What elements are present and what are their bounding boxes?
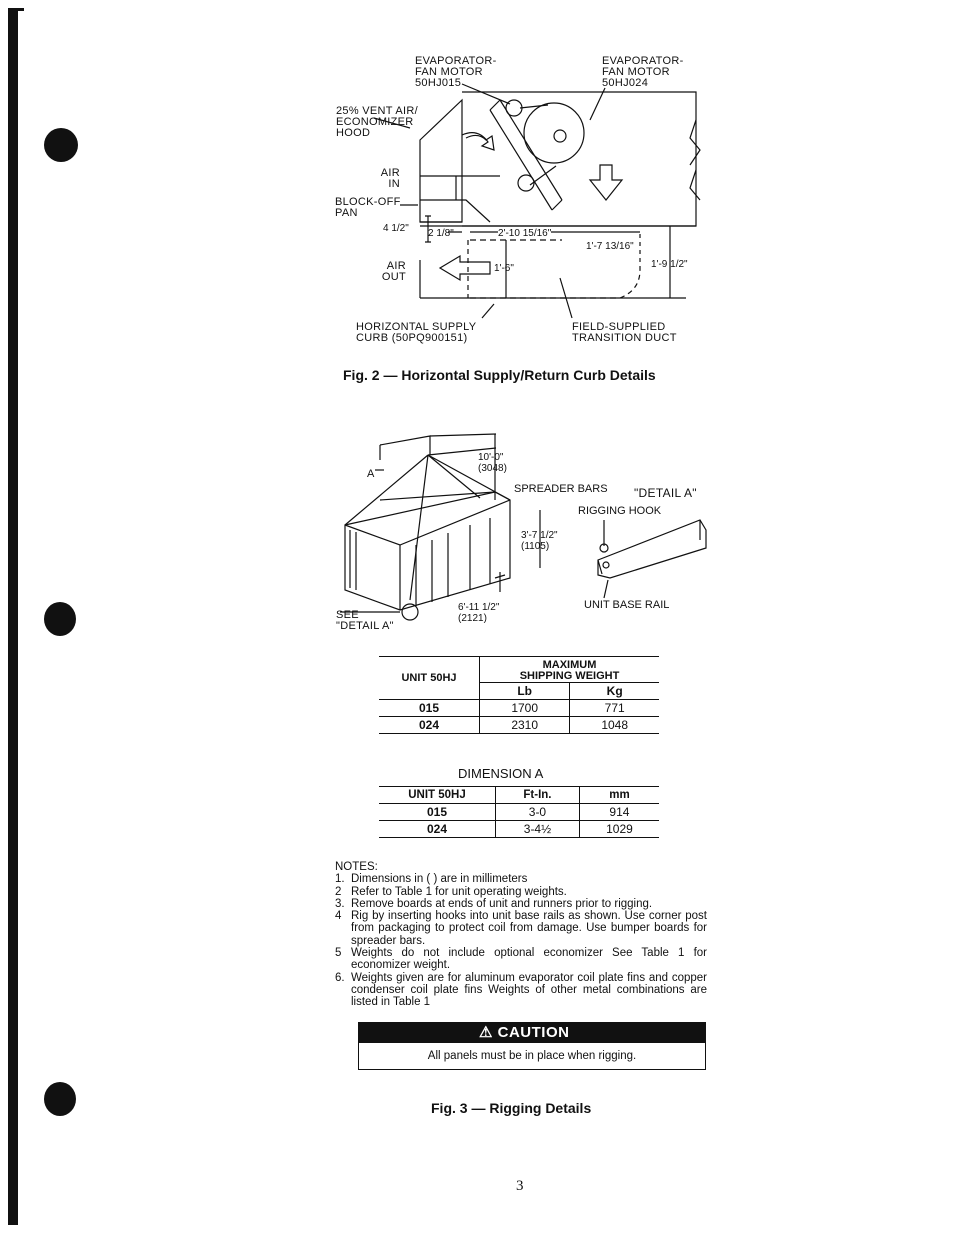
label-economizer-hood: 25% VENT AIR/ ECONOMIZER HOOD: [336, 105, 418, 139]
note-number: 1.: [335, 873, 345, 886]
label-block-off-pan: BLOCK-OFF PAN: [335, 196, 401, 219]
col-mm: mm: [579, 787, 659, 804]
fig2-caption: Fig. 2 — Horizontal Supply/Return Curb Details: [343, 367, 656, 383]
label-spreader-bars: SPREADER BARS: [514, 483, 608, 495]
table-row: [379, 717, 659, 734]
list-item: [335, 947, 707, 972]
punch-hole-2: [44, 602, 76, 636]
table-row: [379, 804, 659, 821]
punch-hole-3: [44, 1082, 76, 1116]
binding-bar: [8, 8, 18, 1225]
list-item: [335, 898, 707, 910]
dim-2-1-8: 2 1/8": [428, 228, 454, 239]
cell-mm: 914: [579, 804, 659, 821]
note-number: 6.: [335, 971, 345, 984]
label-see-detail-a: SEE "DETAIL A": [336, 609, 394, 632]
dim-3-7-1-2: 3'-7 1/2" (1105): [521, 530, 558, 552]
dim-4-1-2: 4 1/2": [383, 223, 409, 234]
label-fan-motor-015: EVAPORATOR- FAN MOTOR 50HJ015: [415, 55, 497, 89]
note-number: 4: [335, 910, 342, 923]
cell-unit: 015: [379, 804, 496, 821]
label-horizontal-supply-curb: HORIZONTAL SUPPLY CURB (50PQ900151): [356, 321, 477, 344]
caution-text: All panels must be in place when rigging.: [427, 1050, 637, 1062]
dimension-a-table: [379, 786, 659, 838]
notes: [335, 861, 707, 1009]
binding-tick: [8, 8, 24, 11]
caution-header: [359, 1023, 705, 1043]
fig3-caption: Fig. 3 — Rigging Details: [431, 1100, 592, 1116]
cell-mm: 1029: [606, 822, 633, 836]
dim-1-6: 1'-6": [494, 263, 514, 274]
note-number: 5: [335, 947, 342, 960]
list-item: [335, 873, 707, 885]
dim-1-9-1-2: 1'-9 1/2": [651, 259, 688, 270]
table-row: [379, 700, 659, 717]
cell-unit: 015: [379, 700, 480, 717]
punch-hole-1: [44, 128, 78, 162]
note-text: Refer to Table 1 for unit operating weights.: [351, 885, 567, 898]
cell-ft-in: 3-4½: [496, 821, 580, 838]
shipping-weight-table: [379, 656, 659, 734]
cell-kg: 771: [570, 700, 659, 717]
note-text: Weights do not include optional economizer See Table 1 for economizer weight.: [351, 947, 707, 972]
cell-lb: 2310: [480, 717, 570, 734]
note-text: Remove boards at ends of unit and runners prior to rigging.: [351, 897, 653, 910]
caution-title: CAUTION: [497, 1024, 570, 1041]
note-text: Weights given are for aluminum evaporator coil plate fins and copper condenser coil plate fins Weights of other metal combinations are listed in Table 1: [351, 971, 707, 1009]
label-air-in: AIR IN: [380, 167, 400, 190]
table-row: [379, 821, 659, 838]
label-fan-motor-024: EVAPORATOR- FAN MOTOR 50HJ024: [602, 55, 684, 89]
label-air-out: AIR OUT: [381, 260, 406, 283]
col-kg: Kg: [570, 683, 659, 700]
caution-box: [358, 1022, 706, 1070]
dimension-a-title: DIMENSION A: [458, 766, 544, 781]
label-detail-a-title: "DETAIL A": [634, 486, 697, 500]
cell-unit: 024: [379, 821, 496, 838]
note-text: Rig by inserting hooks into unit base rails as shown. Use corner post from packaging to protect coil from damage. Use bumper boards for spreader bars.: [351, 910, 707, 947]
dim-10-0: 10'-0" (3048): [478, 452, 507, 474]
note-number: 2: [335, 885, 342, 898]
col-unit: UNIT 50HJ: [379, 787, 496, 804]
cell-kg: 1048: [601, 718, 629, 732]
label-rigging-hook: RIGGING HOOK: [578, 505, 662, 517]
cell-lb: 1700: [480, 700, 570, 717]
label-unit-base-rail: UNIT BASE RAIL: [584, 599, 670, 611]
list-item: [335, 886, 707, 898]
col-max-weight: MAXIMUM SHIPPING WEIGHT: [480, 657, 660, 683]
page-number: 3: [516, 1178, 524, 1194]
dim-2-10-15-16: 2'-10 15/16": [498, 228, 552, 239]
label-transition-duct: FIELD-SUPPLIED TRANSITION DUCT: [572, 321, 677, 344]
list-item: [335, 910, 707, 947]
dim-1-7-13-16: 1'-7 13/16": [586, 241, 634, 252]
cell-ft-in: 3-0: [496, 804, 580, 821]
note-text: Dimensions in ( ) are in millimeters: [351, 873, 528, 886]
note-number: 3.: [335, 897, 345, 910]
col-unit: UNIT 50HJ: [379, 657, 480, 700]
list-item: [335, 972, 707, 1009]
warning-icon: ⚠: [479, 1024, 498, 1041]
cell-unit: 024: [379, 717, 480, 734]
col-lb: Lb: [480, 683, 570, 700]
dim-6-11-1-2: 6'-11 1/2" (2121): [458, 602, 500, 624]
notes-title: NOTES:: [335, 861, 378, 873]
col-ft-in: Ft-In.: [496, 787, 580, 804]
label-a: A: [367, 468, 375, 480]
